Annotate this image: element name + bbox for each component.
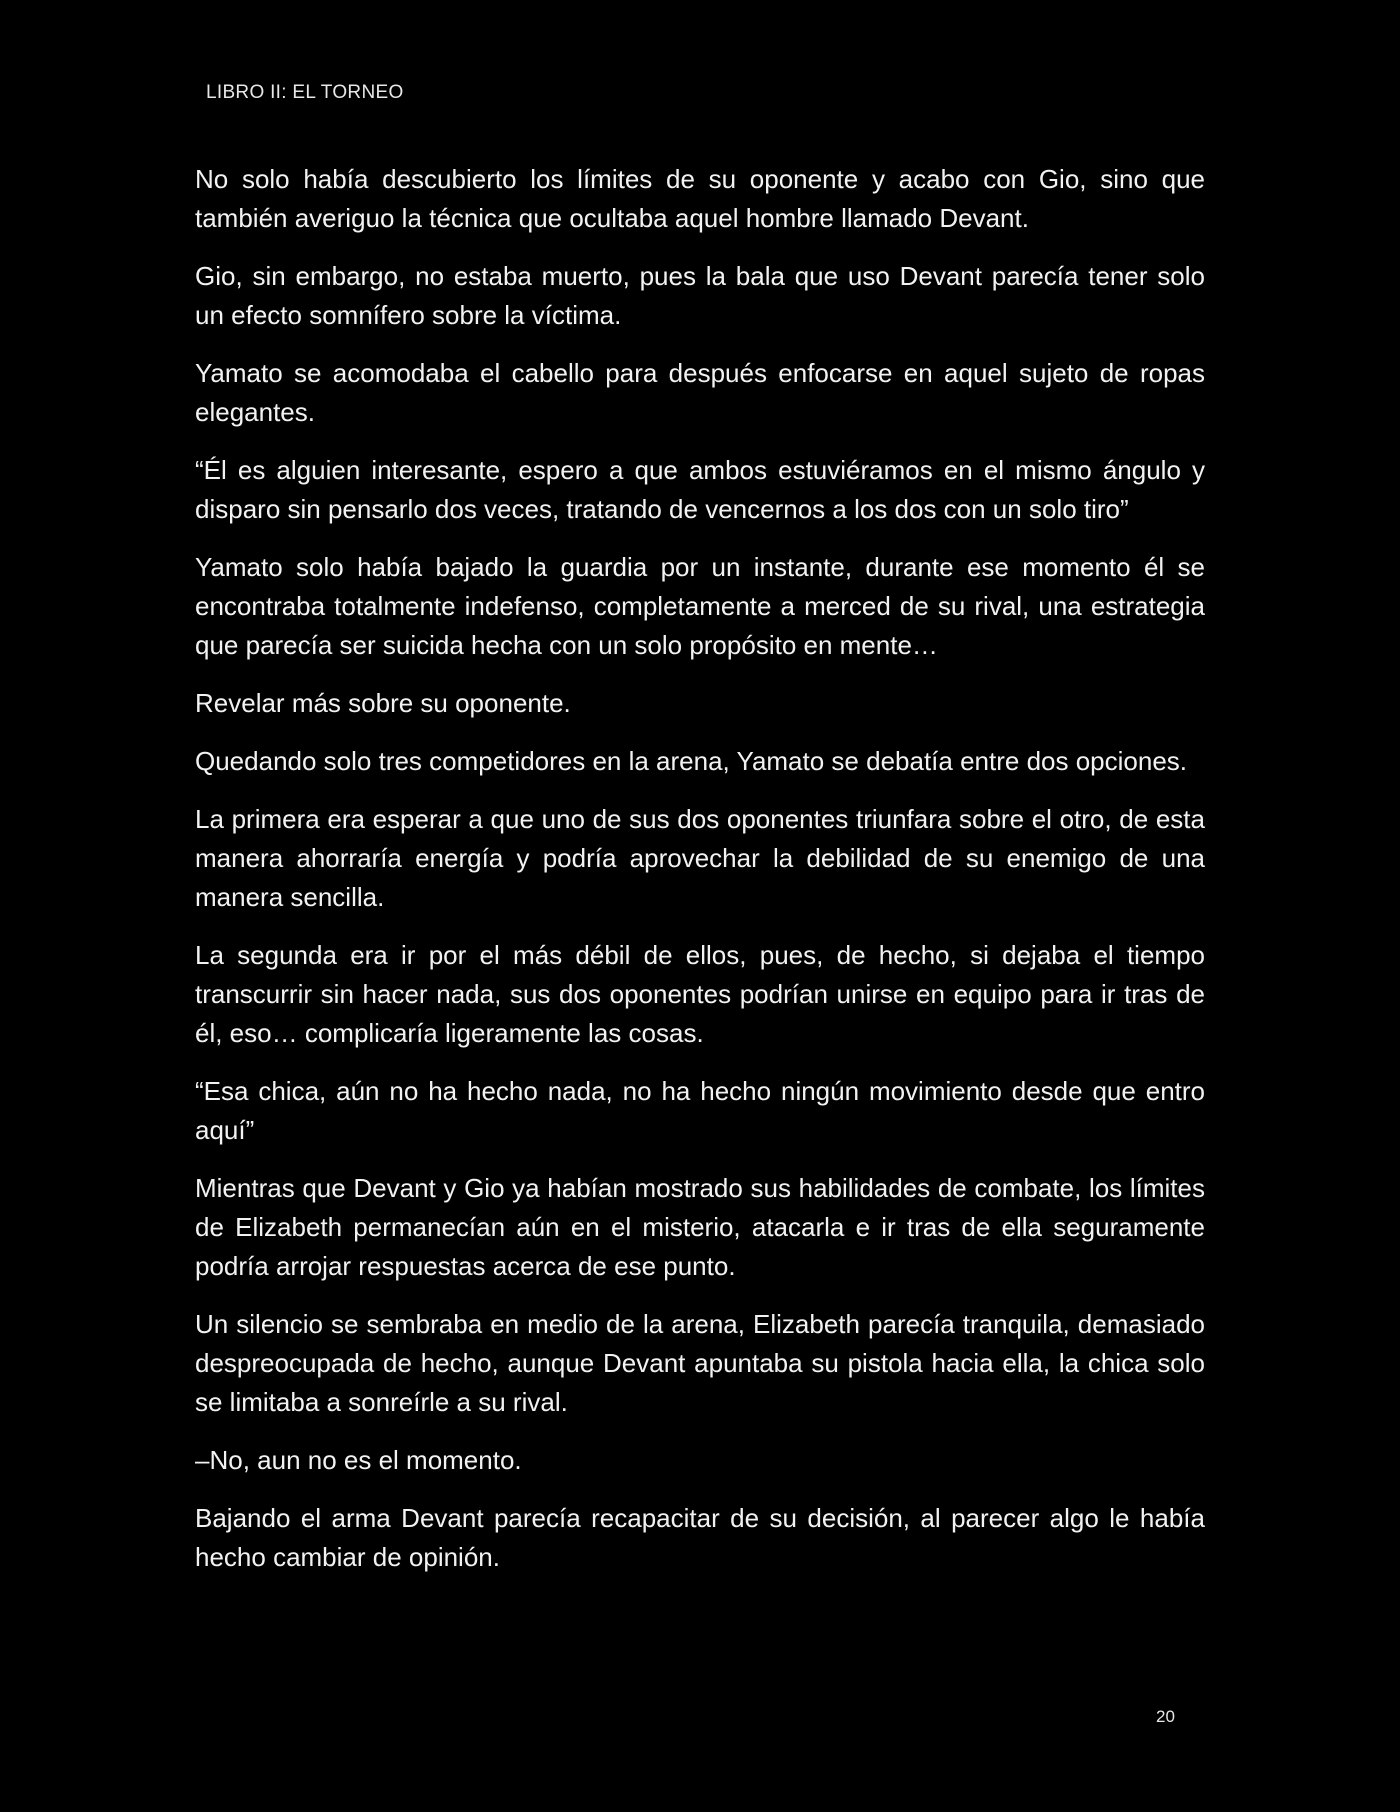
paragraph: Bajando el arma Devant parecía recapacitar de su decisión, al parecer algo le había hecho cambiar de opinión.	[195, 1503, 1205, 1572]
paragraph: –No, aun no es el momento.	[195, 1445, 522, 1475]
paragraph: Un silencio se sembraba en medio de la arena, Elizabeth parecía tranquila, demasiado despreocupada de hecho, aunque Devant apuntaba su pistola hacia ella, la chica solo se limitaba a sonreírle a su rival.	[195, 1309, 1205, 1417]
paragraph: “Él es alguien interesante, espero a que ambos estuviéramos en el mismo ángulo y disparo sin pensarlo dos veces, tratando de vencernos a los dos con un solo tiro”	[195, 455, 1205, 524]
paragraph: Yamato solo había bajado la guardia por un instante, durante ese momento él se encontraba totalmente indefenso, completamente a merced de su rival, una estrategia que parecía ser suicida hecha con un solo propósito en mente…	[195, 552, 1205, 660]
paragraph: Gio, sin embargo, no estaba muerto, pues la bala que uso Devant parecía tener solo un efecto somnífero sobre la víctima.	[195, 261, 1205, 330]
paragraph: La primera era esperar a que uno de sus dos oponentes triunfara sobre el otro, de esta manera ahorraría energía y podría aprovechar la debilidad de su enemigo de una manera sencilla.	[195, 804, 1205, 912]
page-number: 20	[1156, 1707, 1175, 1726]
paragraph: Revelar más sobre su oponente.	[195, 688, 571, 718]
paragraph: Quedando solo tres competidores en la arena, Yamato se debatía entre dos opciones.	[195, 746, 1188, 776]
body-text	[195, 160, 1205, 1596]
paragraph: No solo había descubierto los límites de su oponente y acabo con Gio, sino que también averiguo la técnica que ocultaba aquel hombre llamado Devant.	[195, 164, 1205, 233]
paragraph: Yamato se acomodaba el cabello para después enfocarse en aquel sujeto de ropas elegantes.	[195, 358, 1205, 427]
running-header: LIBRO II: EL TORNEO	[206, 82, 404, 103]
paragraph: “Esa chica, aún no ha hecho nada, no ha hecho ningún movimiento desde que entro aquí”	[195, 1076, 1205, 1145]
paragraph: La segunda era ir por el más débil de ellos, pues, de hecho, si dejaba el tiempo transcurrir sin hacer nada, sus dos oponentes podrían unirse en equipo para ir tras de él, eso… complicaría ligeramente las cosas.	[195, 940, 1205, 1048]
paragraph: Mientras que Devant y Gio ya habían mostrado sus habilidades de combate, los límites de Elizabeth permanecían aún en el misterio, atacarla e ir tras de ella seguramente podría arrojar respuestas acerca de ese punto.	[195, 1173, 1205, 1281]
